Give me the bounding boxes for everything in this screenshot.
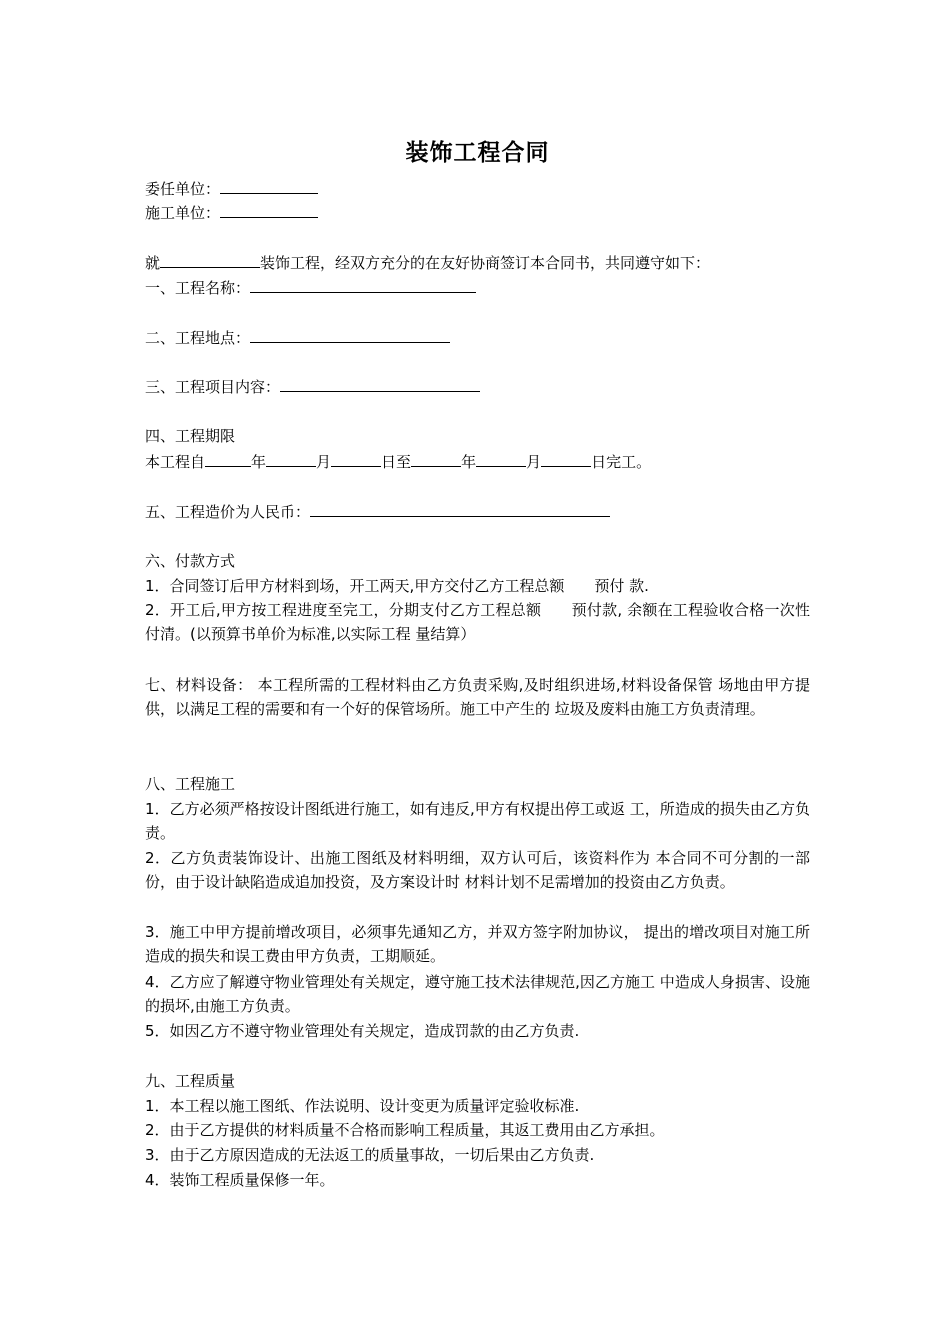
construction-item-3: 3．施工中甲方提前增改项目，必须事先通知乙方，并双方签字附加协议， 提出的增改项目对施工所造成的损失和误工费由甲方负责，工期顺延。 (145, 923, 810, 965)
client-line (145, 176, 318, 201)
section-2-line (145, 325, 450, 350)
construction-item-2: 2．乙方负责装饰设计、出施工图纸及材料明细，双方认可后，该资料作为 本合同不可分割的一部份，由于设计缺陷造成追加投资，及方案设计时 材料计划不足需增加的投资由乙方负责。 (145, 849, 810, 891)
section-5-line (145, 499, 610, 524)
year-label-1: 年 (251, 453, 267, 471)
project-location-label: 二、工程地点： (145, 329, 251, 347)
project-name-label: 一、工程名称： (145, 279, 251, 297)
section-1-line (145, 275, 476, 300)
payment-item-1 (145, 574, 810, 598)
section-8-heading: 八、工程施工 (145, 775, 236, 793)
start-day-blank (331, 449, 381, 467)
year-label-2: 年 (461, 453, 477, 471)
construction-item-1: 1．乙方必须严格按设计图纸进行施工，如有违反,甲方有权提出停工或返 工，所造成的损失由乙方负责。 (145, 800, 810, 842)
quality-item-1: 1．本工程以施工图纸、作法说明、设计变更为质量评定验收标准. (145, 1097, 580, 1115)
day-label-2: 日完工。 (591, 453, 652, 471)
payment-item-1-text: 1．合同签订后甲方材料到场，开工两天,甲方交付乙方工程总额 (145, 577, 565, 595)
intro-prefix: 就 (145, 254, 161, 272)
quality-item-2: 2．由于乙方提供的材料质量不合格而影响工程质量，其返工费用由乙方承担。 (145, 1121, 665, 1139)
contractor-label: 施工单位： (145, 204, 221, 222)
page-title: 装饰工程合同 (405, 140, 550, 166)
project-blank (160, 250, 260, 268)
section-4-dates (145, 449, 651, 474)
payment-item-1-tail: 预付 款. (594, 577, 649, 595)
section-3-line (145, 374, 480, 399)
month-label-2: 月 (526, 453, 542, 471)
contractor-blank (220, 200, 318, 218)
project-location-blank (250, 325, 450, 343)
end-day-blank (541, 449, 591, 467)
period-start-text: 本工程自 (145, 453, 206, 471)
price-blank (310, 499, 610, 517)
section-4-heading: 四、工程期限 (145, 427, 236, 445)
month-label-1: 月 (316, 453, 332, 471)
client-label: 委任单位： (145, 180, 221, 198)
payment-item-2-text: 2．开工后,甲方按工程进度至完工，分期支付乙方工程总额 (145, 601, 542, 619)
construction-item-5: 5．如因乙方不遵守物业管理处有关规定，造成罚款的由乙方负责. (145, 1022, 580, 1040)
client-blank (220, 176, 318, 194)
project-content-label: 三、工程项目内容： (145, 378, 281, 396)
contractor-line (145, 200, 318, 225)
project-name-blank (250, 275, 476, 293)
section-6-heading: 六、付款方式 (145, 552, 236, 570)
section-7-text: 七、材料设备： 本工程所需的工程材料由乙方负责采购,及时组织进场,材料设备保管 场地由甲方提供，以满足工程的需要和有一个好的保管场所。施工中产生的 垃圾及废料由施工方负责清理。 (145, 676, 810, 718)
end-month-blank (476, 449, 526, 467)
start-month-blank (266, 449, 316, 467)
price-label: 五、工程造价为人民币： (145, 503, 311, 521)
intro-line (145, 250, 710, 275)
project-content-blank (280, 374, 480, 392)
quality-item-3: 3．由于乙方原因造成的无法返工的质量事故，一切后果由乙方负责. (145, 1146, 595, 1164)
construction-item-4: 4．乙方应了解遵守物业管理处有关规定，遵守施工技术法律规范,因乙方施工 中造成人身损害、设施的损坏,由施工方负责。 (145, 973, 810, 1015)
section-9-heading: 九、工程质量 (145, 1072, 236, 1090)
start-year-blank (205, 449, 251, 467)
payment-item-2 (145, 598, 810, 646)
end-year-blank (411, 449, 461, 467)
quality-item-4: 4．装饰工程质量保修一年。 (145, 1171, 335, 1189)
payment-item-2-tail: 预付款, 余额在工程验收合格一次性付清。(以预算书单价为标准,以实际工程 量结算） (145, 601, 810, 643)
day-label-1: 日至 (381, 453, 412, 471)
intro-suffix: 装饰工程，经双方充分的在友好协商签订本合同书，共同遵守如下： (260, 254, 711, 272)
